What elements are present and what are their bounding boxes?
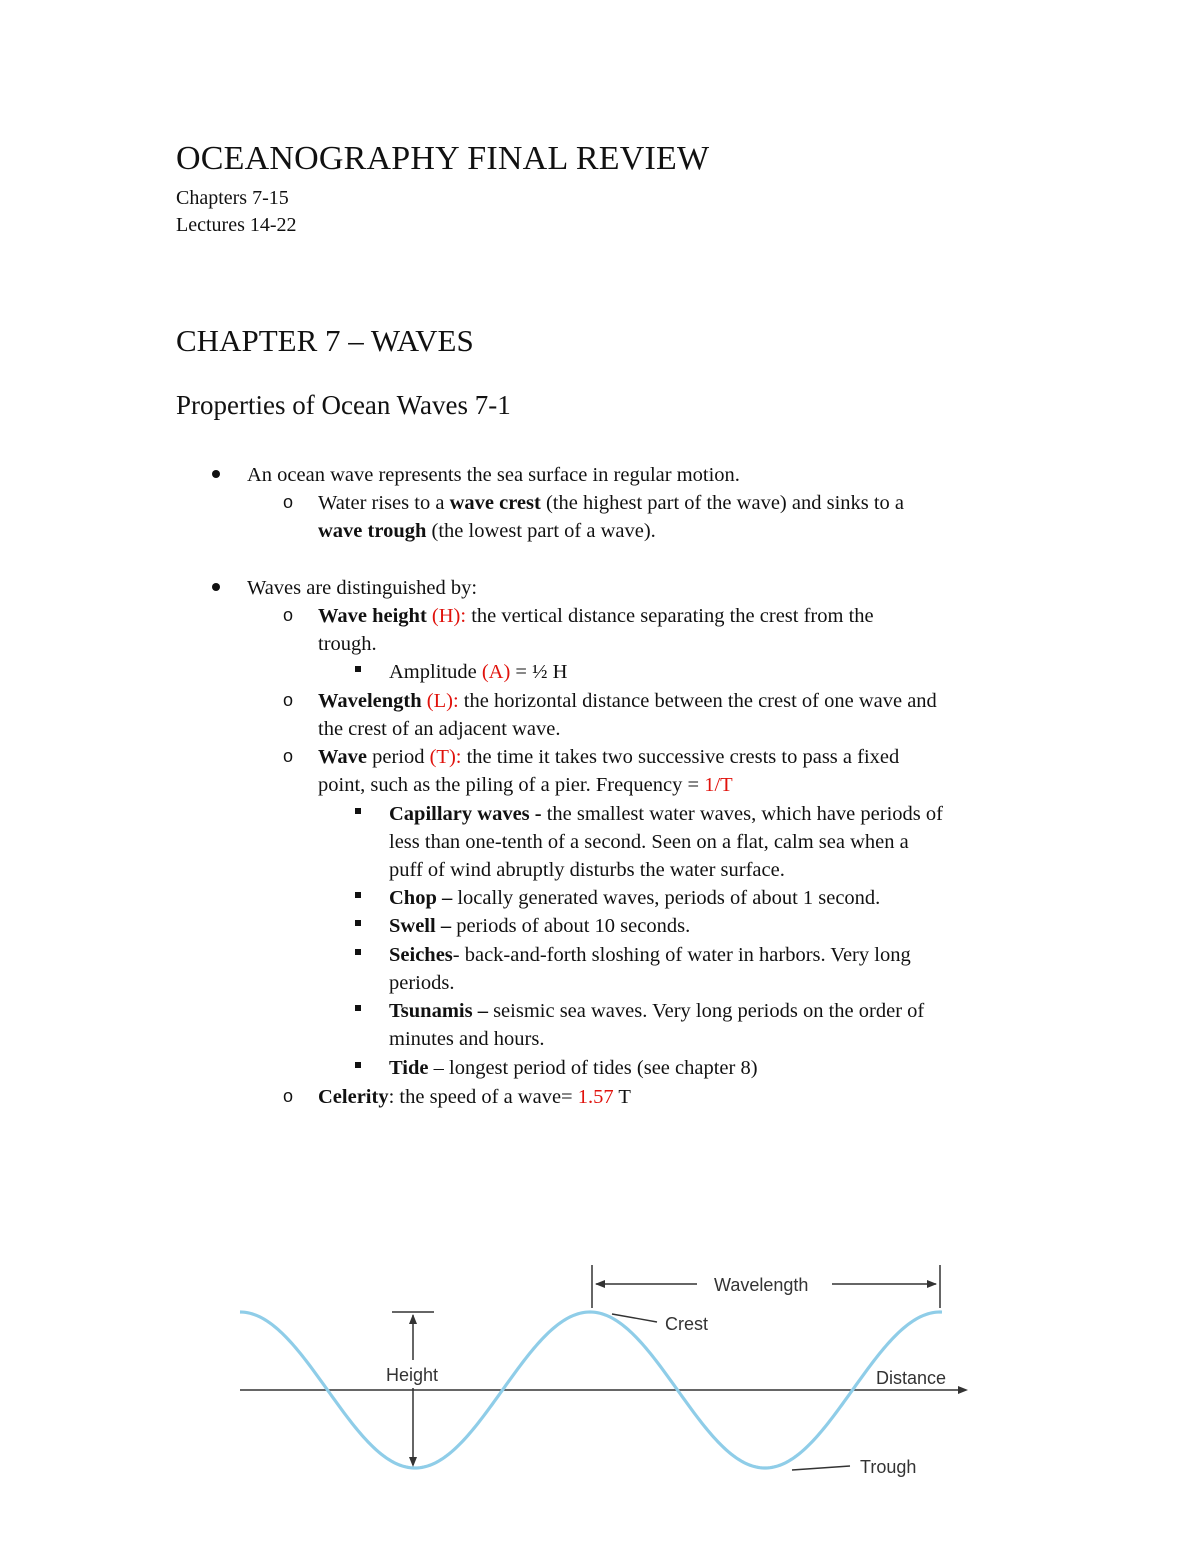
amplitude-item: Amplitude (A) = ½ H [389, 661, 568, 683]
sub-bullet-marker: o [283, 746, 294, 766]
axis-arrowhead [958, 1386, 968, 1394]
capillary-item: Capillary waves - the smallest water waves, which have periods of [389, 803, 943, 825]
wavelength-arrow-left [595, 1280, 605, 1288]
seiches-item-cont: periods. [389, 972, 455, 994]
wavelength-arrow-right [927, 1280, 937, 1288]
sub-bullet-text: Water rises to a wave crest (the highest part of the wave) and sinks to a [318, 492, 905, 514]
capillary-item-cont: puff of wind abruptly disturbs the water surface. [389, 859, 785, 881]
document-title: OCEANOGRAPHY FINAL REVIEW [176, 140, 710, 177]
wavelength-item-cont: the crest of an adjacent wave. [318, 718, 561, 740]
tsunamis-item: Tsunamis – seismic sea waves. Very long periods on the order of [389, 1000, 925, 1022]
crest-label: Crest [665, 1314, 709, 1334]
chapter-heading: CHAPTER 7 – WAVES [176, 323, 474, 358]
sub-bullet-marker: o [283, 492, 294, 512]
sub-bullet-marker: o [283, 1086, 294, 1106]
trough-label: Trough [860, 1457, 917, 1477]
sub-bullet-marker: o [283, 690, 294, 710]
wavelength-item: Wavelength (L): the horizontal distance between the crest of one wave and [318, 690, 937, 712]
distance-label: Distance [876, 1368, 947, 1388]
wavelength-label: Wavelength [714, 1275, 809, 1295]
sub-bullet-text-cont: wave trough (the lowest part of a wave). [318, 520, 656, 542]
seiches-item: Seiches- back-and-forth sloshing of water in harbors. Very long [389, 944, 911, 966]
trough-leader [792, 1466, 850, 1470]
chop-item: Chop – locally generated waves, periods of about 1 second. [389, 887, 881, 909]
bullet-text: Waves are distinguished by: [247, 577, 478, 599]
chapters-line: Chapters 7-15 [176, 187, 289, 209]
height-arrow-down [409, 1457, 417, 1467]
celerity-item: Celerity: the speed of a wave= 1.57 T [318, 1086, 631, 1108]
section-heading: Properties of Ocean Waves 7-1 [176, 390, 511, 420]
height-arrow-up [409, 1314, 417, 1324]
wave-height-item-cont: trough. [318, 633, 377, 655]
lectures-line: Lectures 14-22 [176, 214, 297, 236]
wave-height-item: Wave height (H): the vertical distance separating the crest from the [318, 605, 874, 627]
wave-period-item-cont: point, such as the piling of a pier. Frequency = 1/T [318, 774, 733, 796]
wave-period-item: Wave period (T): the time it takes two successive crests to pass a fixed [318, 746, 900, 768]
sub-bullet-marker: o [283, 605, 294, 625]
swell-item: Swell – periods of about 10 seconds. [389, 915, 691, 937]
height-label: Height [386, 1365, 439, 1385]
tsunamis-item-cont: minutes and hours. [389, 1028, 545, 1050]
capillary-item-cont: less than one-tenth of a second. Seen on a flat, calm sea when a [389, 831, 909, 853]
bullet-text: An ocean wave represents the sea surface in regular motion. [247, 464, 740, 486]
tide-item: Tide – longest period of tides (see chapter 8) [389, 1057, 758, 1079]
